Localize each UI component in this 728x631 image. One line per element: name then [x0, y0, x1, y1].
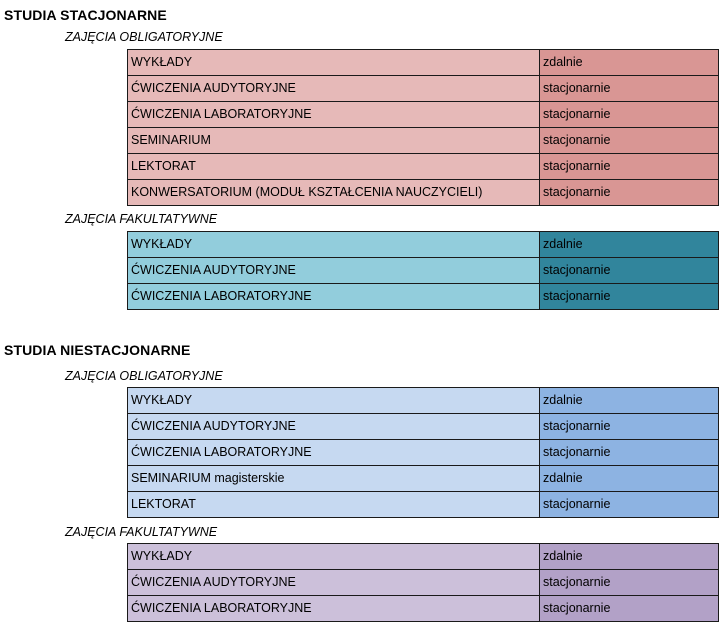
course-mode-cell: zdalnie — [540, 466, 719, 492]
course-mode-cell: stacjonarnie — [540, 414, 719, 440]
table-row — [128, 440, 719, 466]
table-obligatoryjne-niestacjonarne — [127, 387, 719, 518]
course-mode-cell: zdalnie — [540, 50, 719, 76]
table-row — [128, 388, 719, 414]
table-fakultatywne-stacjonarne — [127, 231, 719, 310]
subsection-title-fakultatywne-niestacjonarne: ZAJĘCIA FAKULTATYWNE — [65, 525, 218, 539]
course-mode-cell: stacjonarnie — [540, 102, 719, 128]
course-mode-cell: zdalnie — [540, 388, 719, 414]
subsection-title-obligatoryjne-stacjonarne: ZAJĘCIA OBLIGATORYJNE — [65, 30, 223, 44]
course-mode-cell: stacjonarnie — [540, 440, 719, 466]
course-mode-cell: stacjonarnie — [540, 570, 719, 596]
section-title-stacjonarne: STUDIA STACJONARNE — [4, 7, 167, 23]
course-mode-cell: stacjonarnie — [540, 180, 719, 206]
course-name-cell: WYKŁADY — [128, 50, 540, 76]
table-row — [128, 102, 719, 128]
table-row — [128, 154, 719, 180]
course-mode-cell: stacjonarnie — [540, 284, 719, 310]
table-row — [128, 258, 719, 284]
course-name-cell: SEMINARIUM — [128, 128, 540, 154]
subsection-title-obligatoryjne-niestacjonarne: ZAJĘCIA OBLIGATORYJNE — [65, 369, 223, 383]
course-name-cell: ĆWICZENIA LABORATORYJNE — [128, 284, 540, 310]
course-name-cell: WYKŁADY — [128, 544, 540, 570]
course-name-cell: ĆWICZENIA AUDYTORYJNE — [128, 570, 540, 596]
course-name-cell: KONWERSATORIUM (MODUŁ KSZTAŁCENIA NAUCZYCIELI) — [128, 180, 540, 206]
table-row — [128, 544, 719, 570]
table-row — [128, 50, 719, 76]
section-title-niestacjonarne: STUDIA NIESTACJONARNE — [4, 342, 191, 358]
course-name-cell: LEKTORAT — [128, 154, 540, 180]
subsection-title-fakultatywne-stacjonarne: ZAJĘCIA FAKULTATYWNE — [65, 212, 218, 226]
course-name-cell: ĆWICZENIA AUDYTORYJNE — [128, 76, 540, 102]
course-name-cell: WYKŁADY — [128, 232, 540, 258]
course-name-cell: LEKTORAT — [128, 492, 540, 518]
course-name-cell: ĆWICZENIA AUDYTORYJNE — [128, 414, 540, 440]
course-mode-cell: zdalnie — [540, 232, 719, 258]
table-obligatoryjne-stacjonarne — [127, 49, 719, 206]
table-row — [128, 570, 719, 596]
table-row — [128, 128, 719, 154]
table-row — [128, 414, 719, 440]
table-row — [128, 596, 719, 622]
table-row — [128, 492, 719, 518]
course-mode-cell: stacjonarnie — [540, 154, 719, 180]
course-name-cell: ĆWICZENIA LABORATORYJNE — [128, 440, 540, 466]
table-row — [128, 232, 719, 258]
course-mode-cell: stacjonarnie — [540, 596, 719, 622]
course-name-cell: ĆWICZENIA LABORATORYJNE — [128, 596, 540, 622]
course-name-cell: ĆWICZENIA AUDYTORYJNE — [128, 258, 540, 284]
course-mode-cell: stacjonarnie — [540, 128, 719, 154]
table-row — [128, 76, 719, 102]
course-name-cell: WYKŁADY — [128, 388, 540, 414]
course-mode-cell: stacjonarnie — [540, 76, 719, 102]
course-mode-cell: stacjonarnie — [540, 492, 719, 518]
course-mode-cell: stacjonarnie — [540, 258, 719, 284]
course-mode-cell: zdalnie — [540, 544, 719, 570]
table-row — [128, 180, 719, 206]
course-name-cell: SEMINARIUM magisterskie — [128, 466, 540, 492]
table-row — [128, 466, 719, 492]
table-fakultatywne-niestacjonarne — [127, 543, 719, 622]
table-row — [128, 284, 719, 310]
course-name-cell: ĆWICZENIA LABORATORYJNE — [128, 102, 540, 128]
